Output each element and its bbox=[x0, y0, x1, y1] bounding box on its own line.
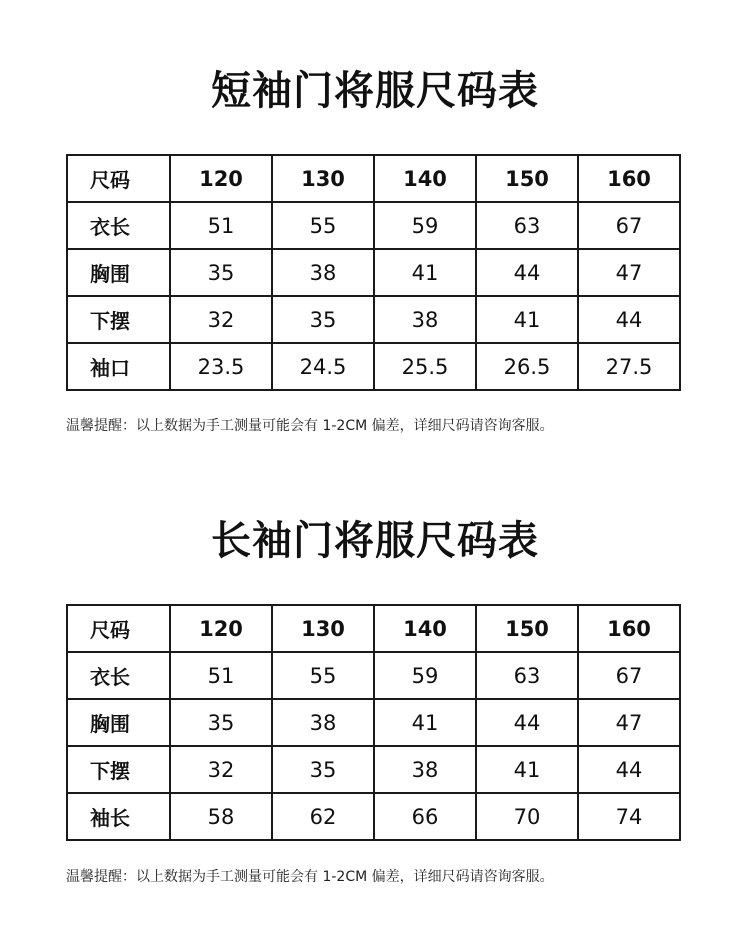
table-row bbox=[67, 652, 680, 699]
table-cell: 70 bbox=[476, 793, 578, 840]
row-label: 尺码 bbox=[67, 605, 170, 652]
size-header-cell: 150 bbox=[476, 605, 578, 652]
long-sleeve-size-table bbox=[66, 604, 681, 841]
table-cell: 35 bbox=[272, 296, 374, 343]
size-header-cell: 120 bbox=[170, 605, 272, 652]
row-label: 下摆 bbox=[67, 746, 170, 793]
table-cell: 32 bbox=[170, 746, 272, 793]
table-row bbox=[67, 746, 680, 793]
table-cell: 63 bbox=[476, 202, 578, 249]
table-row bbox=[67, 296, 680, 343]
long-sleeve-table-title: 长袖门将服尺码表 bbox=[211, 518, 539, 564]
row-label: 尺码 bbox=[67, 155, 170, 202]
table-cell: 59 bbox=[374, 202, 476, 249]
size-header-cell: 140 bbox=[374, 155, 476, 202]
table-cell: 44 bbox=[578, 296, 680, 343]
table-cell: 44 bbox=[578, 746, 680, 793]
size-header-cell: 120 bbox=[170, 155, 272, 202]
table-cell: 44 bbox=[476, 699, 578, 746]
table-cell: 66 bbox=[374, 793, 476, 840]
table-cell: 55 bbox=[272, 202, 374, 249]
table-cell: 41 bbox=[374, 249, 476, 296]
short-sleeve-table-title: 短袖门将服尺码表 bbox=[211, 68, 539, 114]
row-label: 袖长 bbox=[67, 793, 170, 840]
table-cell: 27.5 bbox=[578, 343, 680, 390]
row-label: 胸围 bbox=[67, 249, 170, 296]
table-cell: 38 bbox=[374, 746, 476, 793]
measurement-note: 温馨提醒：以上数据为手工测量可能会有 1-2CM 偏差，详细尺码请咨询客服。 bbox=[66, 418, 554, 434]
row-label: 下摆 bbox=[67, 296, 170, 343]
table-cell: 59 bbox=[374, 652, 476, 699]
table-row bbox=[67, 249, 680, 296]
table-cell: 25.5 bbox=[374, 343, 476, 390]
measurement-note: 温馨提醒：以上数据为手工测量可能会有 1-2CM 偏差，详细尺码请咨询客服。 bbox=[66, 869, 554, 885]
table-cell: 74 bbox=[578, 793, 680, 840]
row-label: 袖口 bbox=[67, 343, 170, 390]
table-cell: 35 bbox=[272, 746, 374, 793]
size-header-cell: 140 bbox=[374, 605, 476, 652]
row-label: 胸围 bbox=[67, 699, 170, 746]
table-cell: 47 bbox=[578, 699, 680, 746]
table-cell: 35 bbox=[170, 249, 272, 296]
table-row bbox=[67, 202, 680, 249]
table-cell: 38 bbox=[272, 699, 374, 746]
table-row bbox=[67, 699, 680, 746]
table-row bbox=[67, 793, 680, 840]
table-cell: 41 bbox=[476, 746, 578, 793]
table-header-row bbox=[67, 155, 680, 202]
size-header-cell: 150 bbox=[476, 155, 578, 202]
table-cell: 24.5 bbox=[272, 343, 374, 390]
table-cell: 55 bbox=[272, 652, 374, 699]
size-header-cell: 160 bbox=[578, 605, 680, 652]
table-cell: 67 bbox=[578, 652, 680, 699]
table-cell: 51 bbox=[170, 652, 272, 699]
table-cell: 47 bbox=[578, 249, 680, 296]
table-cell: 32 bbox=[170, 296, 272, 343]
table-cell: 44 bbox=[476, 249, 578, 296]
table-cell: 35 bbox=[170, 699, 272, 746]
short-sleeve-size-table bbox=[66, 154, 681, 391]
table-header-row bbox=[67, 605, 680, 652]
size-header-cell: 130 bbox=[272, 155, 374, 202]
size-header-cell: 160 bbox=[578, 155, 680, 202]
table-row bbox=[67, 343, 680, 390]
table-cell: 67 bbox=[578, 202, 680, 249]
table-cell: 58 bbox=[170, 793, 272, 840]
table-cell: 38 bbox=[272, 249, 374, 296]
row-label: 衣长 bbox=[67, 202, 170, 249]
table-cell: 38 bbox=[374, 296, 476, 343]
table-cell: 41 bbox=[476, 296, 578, 343]
size-header-cell: 130 bbox=[272, 605, 374, 652]
row-label: 衣长 bbox=[67, 652, 170, 699]
table-cell: 63 bbox=[476, 652, 578, 699]
table-cell: 51 bbox=[170, 202, 272, 249]
table-cell: 23.5 bbox=[170, 343, 272, 390]
table-cell: 62 bbox=[272, 793, 374, 840]
table-cell: 26.5 bbox=[476, 343, 578, 390]
table-cell: 41 bbox=[374, 699, 476, 746]
